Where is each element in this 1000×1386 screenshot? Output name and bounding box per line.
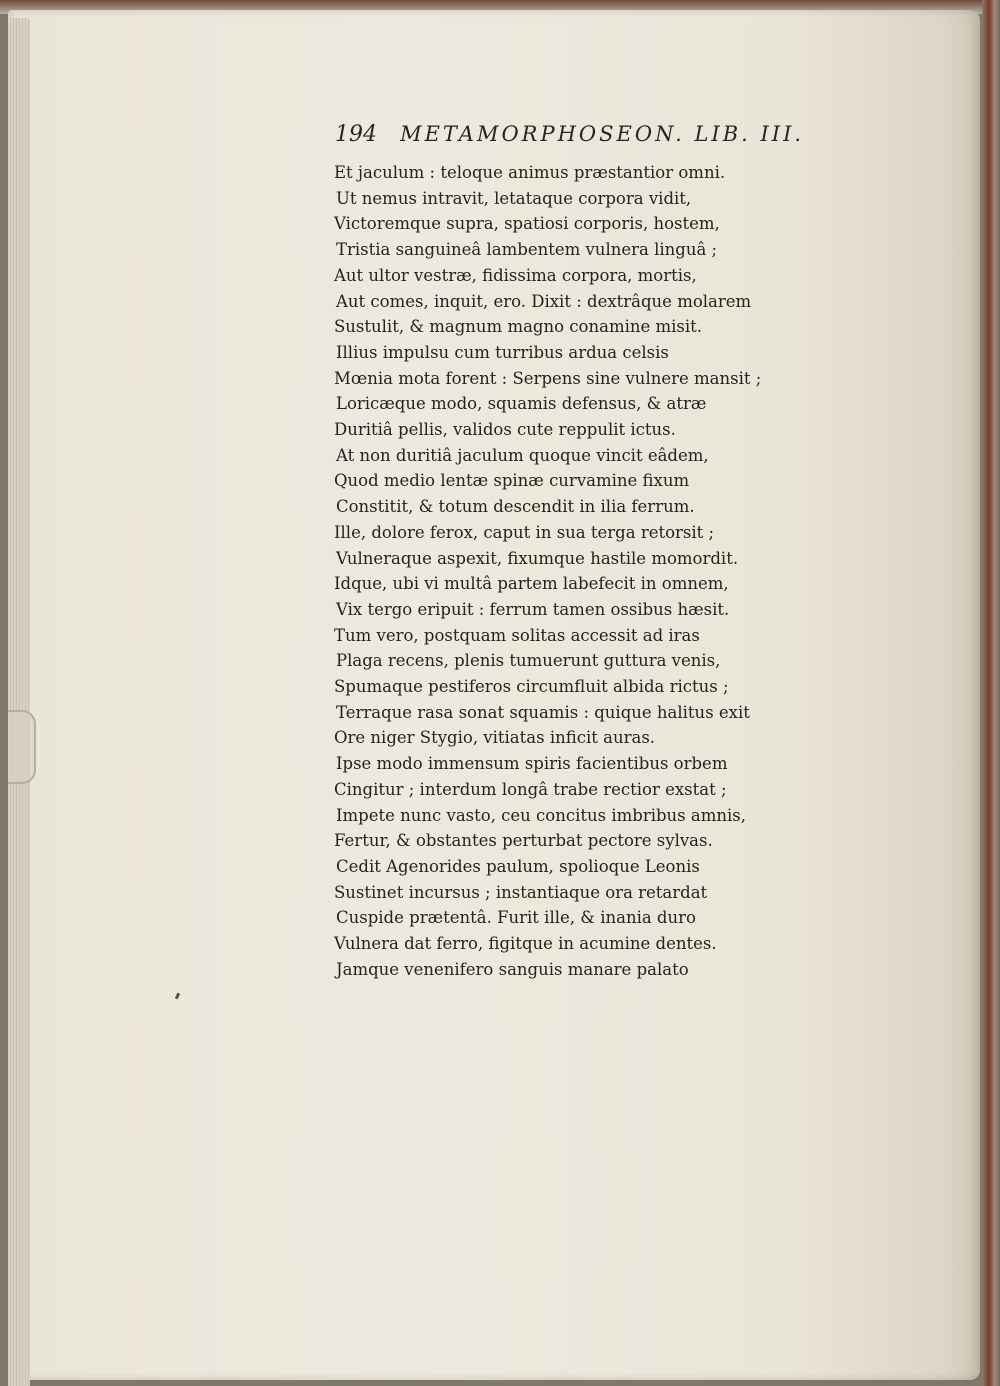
verse-line: Mœnia mota forent : Serpens sine vulnere mansit ; <box>334 368 762 388</box>
verse-line: Vulneraque aspexit, fixumque hastile momordit. <box>336 548 739 568</box>
verse-line: Cuspide prætentâ. Furit ille, & inania duro <box>336 908 696 928</box>
verse-line: Tristia sanguineâ lambentem vulnera linguâ ; <box>336 240 718 260</box>
book-binding-spine <box>982 0 1000 1386</box>
page-edges <box>8 18 30 1386</box>
verse-line: Ille, dolore ferox, caput in sua terga retorsit ; <box>334 522 715 542</box>
verse-line: Terraque rasa sonat squamis : quique halitus exit <box>336 702 750 722</box>
running-title: METAMORPHOSEON. LIB. III. <box>400 122 805 146</box>
verse-line: At non duritiâ jaculum quoque vincit eâdem, <box>336 445 709 465</box>
verse-line: Quod medio lentæ spinæ curvamine fixum <box>334 471 690 491</box>
page-number: 194 <box>335 122 377 147</box>
verse-line: Ore niger Stygio, vitiatas inficit auras. <box>334 728 656 748</box>
verse-line: Idque, ubi vi multâ partem labefecit in omnem, <box>334 574 729 594</box>
page-clip-mark <box>8 710 36 784</box>
verse-line: Impete nunc vasto, ceu concitus imbribus amnis, <box>336 805 746 825</box>
verse-line: Victoremque supra, spatiosi corporis, hostem, <box>334 214 720 234</box>
verse-line: Vix tergo eripuit : ferrum tamen ossibus hæsit. <box>336 599 730 619</box>
verse-line: Loricæque modo, squamis defensus, & atræ <box>336 394 707 414</box>
verse-line: Cingitur ; interdum longâ trabe rectior exstat ; <box>334 779 727 799</box>
verse-line: Aut comes, inquit, ero. Dixit : dextrâque molarem <box>336 291 752 311</box>
verse-line: Duritiâ pellis, validos cute reppulit ictus. <box>334 420 676 440</box>
verse-line: Tum vero, postquam solitas accessit ad iras <box>334 625 700 645</box>
verse-line: Illius impulsu cum turribus ardua celsis <box>336 342 669 362</box>
verse-line: Constitit, & totum descendit in ilia ferrum. <box>336 497 695 517</box>
verse-line: Aut ultor vestræ, fidissima corpora, mortis, <box>334 265 697 285</box>
verse-line: Plaga recens, plenis tumuerunt guttura venis, <box>336 651 721 671</box>
verse-line: Spumaque pestiferos circumfluit albida rictus ; <box>334 677 729 697</box>
verse-line: Ut nemus intravit, letataque corpora vidit, <box>336 188 692 208</box>
verse-line: Ipse modo immensum spiris facientibus orbem <box>336 754 728 774</box>
verse-line: Sustinet incursus ; instantiaque ora retardat <box>334 882 708 902</box>
verse-line: Jamque venenifero sanguis manare palato <box>336 959 689 979</box>
page-header <box>335 122 855 147</box>
verse-line: Sustulit, & magnum magno conamine misit. <box>334 317 703 337</box>
verse-text <box>334 160 854 983</box>
verse-line: Vulnera dat ferro, figitque in acumine dentes. <box>334 934 717 954</box>
verse-line: Et jaculum : teloque animus præstantior omni. <box>334 163 726 182</box>
verse-line: Cedit Agenorides paulum, spolioque Leonis <box>336 856 700 876</box>
verse-line: Fertur, & obstantes perturbat pectore sylvas. <box>334 831 713 851</box>
